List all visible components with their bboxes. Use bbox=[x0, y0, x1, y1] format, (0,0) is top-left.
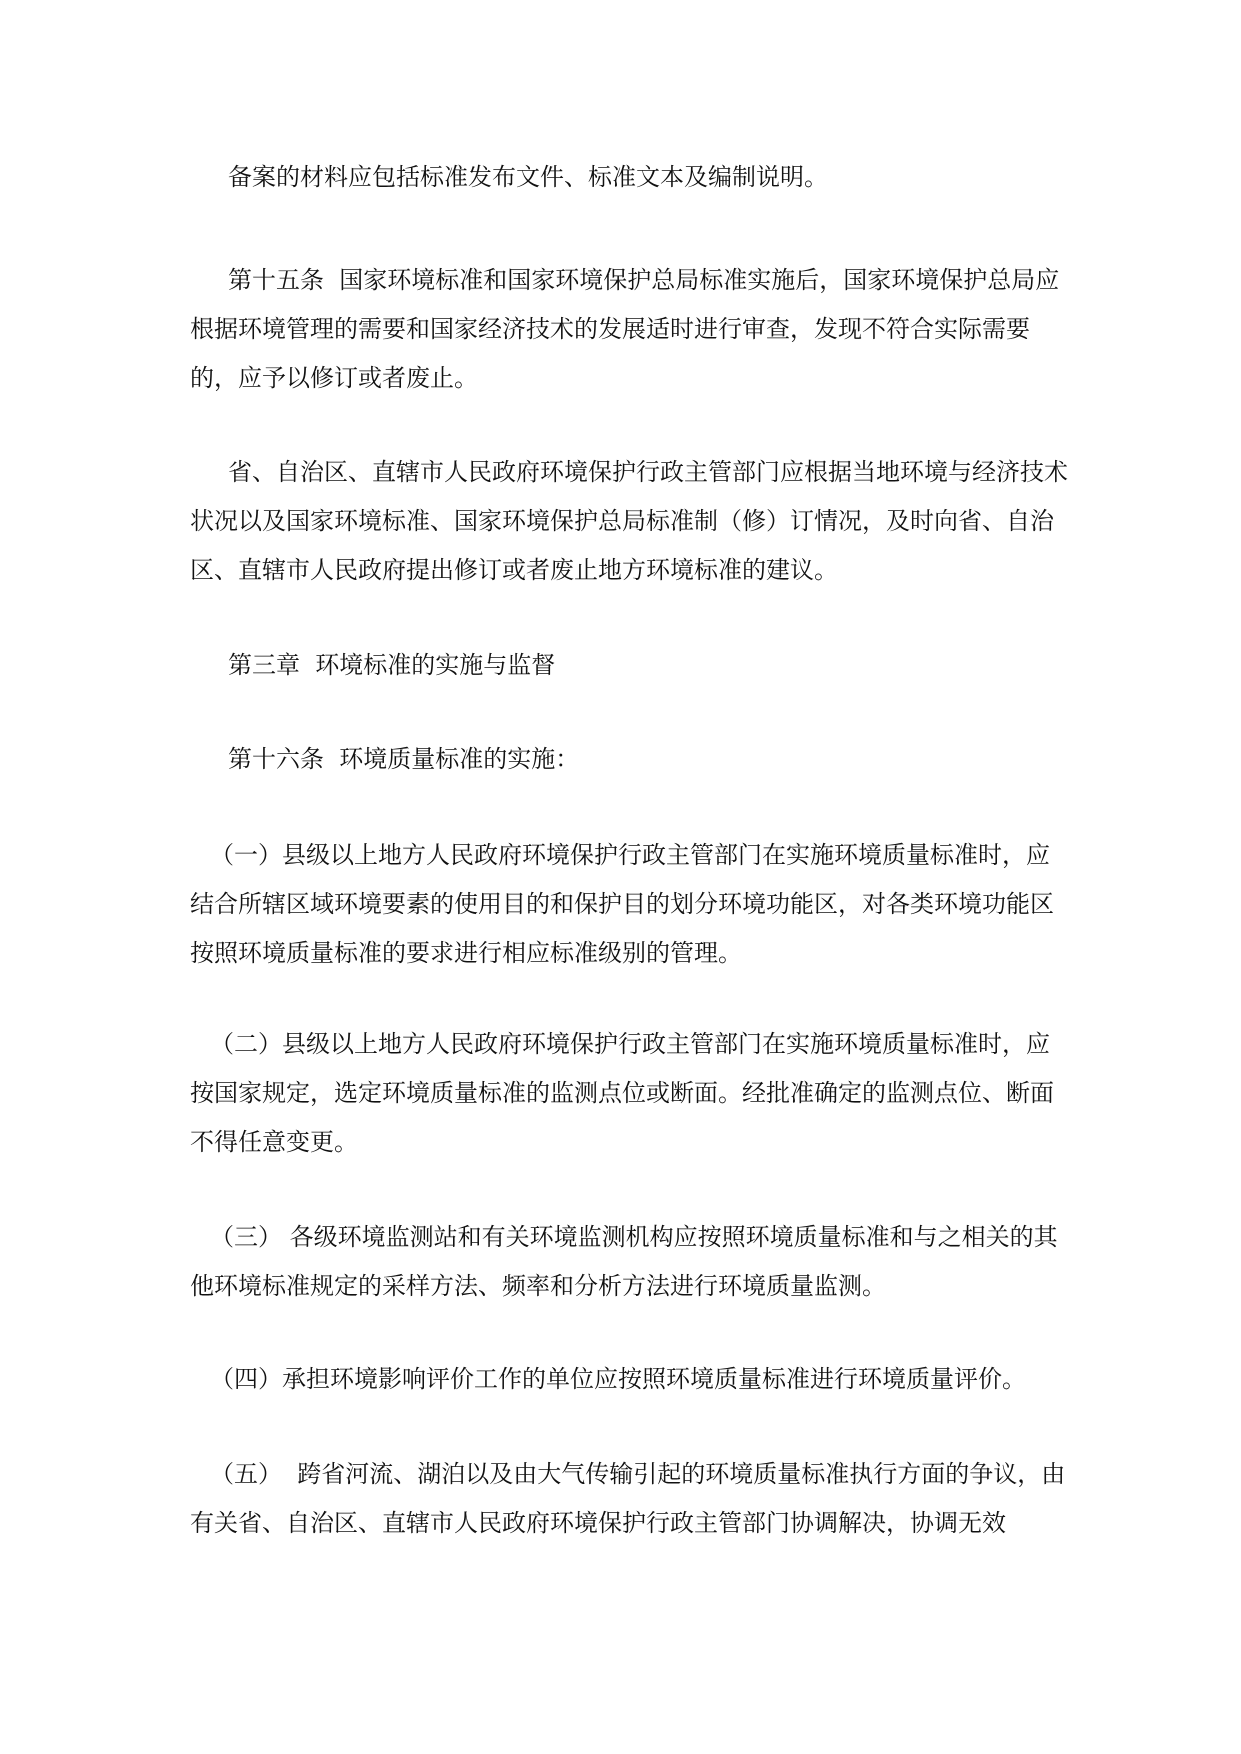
paragraph-filing-materials: 备案的材料应包括标准发布文件、标准文本及编制说明。 bbox=[228, 163, 828, 191]
paragraph-article-15: 第十五条 国家环境标准和国家环境保护总局标准实施后，国家环境保护总局应根据环境管理的需要和国家经济技术的发展适时进行审查，发现不符合实际需要的，应予以修订或者废止。 bbox=[190, 266, 1060, 392]
paragraph-provincial-review: 省、自治区、直辖市人民政府环境保护行政主管部门应根据当地环境与经济技术状况以及国家环境标准、国家环境保护总局标准制（修）订情况，及时向省、自治区、直辖市人民政府提出修订或者废止地方环境标准的建议。 bbox=[190, 458, 1068, 584]
paragraph-item-4: （四）承担环境影响评价工作的单位应按照环境质量标准进行环境质量评价。 bbox=[210, 1365, 1026, 1393]
chapter-3-heading: 第三章 环境标准的实施与监督 bbox=[228, 651, 556, 679]
paragraph-item-2: （二）县级以上地方人民政府环境保护行政主管部门在实施环境质量标准时，应按国家规定，选定环境质量标准的监测点位或断面。经批准确定的监测点位、断面不得任意变更。 bbox=[190, 1030, 1054, 1156]
paragraph-item-1: （一）县级以上地方人民政府环境保护行政主管部门在实施环境质量标准时，应结合所辖区域环境要素的使用目的和保护目的划分环境功能区，对各类环境功能区按照环境质量标准的要求进行相应标准级别的管理。 bbox=[190, 841, 1054, 967]
paragraph-article-16: 第十六条 环境质量标准的实施： bbox=[228, 745, 580, 773]
paragraph-item-3: （三） 各级环境监测站和有关环境监测机构应按照环境质量标准和与之相关的其他环境标准规定的采样方法、频率和分析方法进行环境质量监测。 bbox=[190, 1223, 1058, 1300]
paragraph-item-5: （五） 跨省河流、湖泊以及由大气传输引起的环境质量标准执行方面的争议，由有关省、自治区、直辖市人民政府环境保护行政主管部门协调解决，协调无效 bbox=[190, 1460, 1066, 1537]
